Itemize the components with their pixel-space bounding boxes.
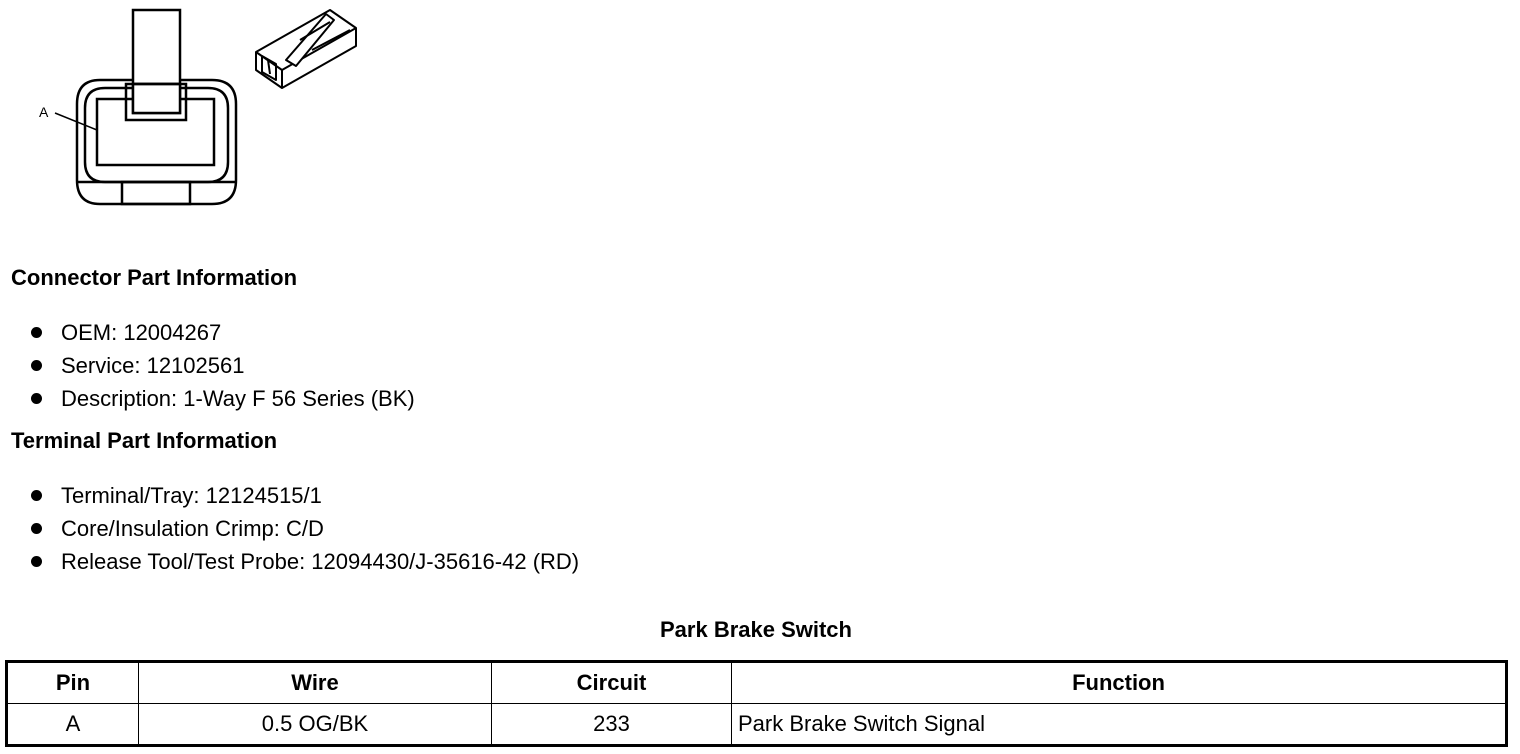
- terminal-part-info-list: [28, 479, 579, 578]
- list-item: [28, 512, 579, 545]
- bullet-icon: [31, 327, 42, 338]
- connector-iso-view: [256, 10, 356, 88]
- list-item: [28, 479, 579, 512]
- table-header-row: [7, 662, 1507, 704]
- connector-part-info-list: [28, 316, 415, 415]
- connector-part-info-heading: Connector Part Information: [11, 265, 298, 290]
- column-header-circuit: Circuit: [492, 662, 732, 704]
- callout-label-a: A: [39, 104, 49, 120]
- cell-wire: 0.5 OG/BK: [139, 704, 492, 746]
- connector-diagram: [0, 0, 380, 215]
- list-item: [28, 545, 579, 578]
- list-item: [28, 382, 415, 415]
- pinout-table: [5, 660, 1508, 747]
- list-item-text: Service: 12102561: [61, 353, 245, 378]
- list-item: [28, 349, 415, 382]
- column-header-function: Function: [732, 662, 1507, 704]
- terminal-part-info-heading: Terminal Part Information: [11, 428, 278, 453]
- cell-pin: A: [7, 704, 139, 746]
- list-item-text: Core/Insulation Crimp: C/D: [61, 516, 324, 541]
- bottom-latch-tab: [122, 182, 190, 204]
- bullet-icon: [31, 360, 42, 371]
- column-header-pin: Pin: [7, 662, 139, 704]
- table-caption: Park Brake Switch: [660, 617, 852, 642]
- cell-circuit: 233: [492, 704, 732, 746]
- bullet-icon: [31, 393, 42, 404]
- list-item-text: OEM: 12004267: [61, 320, 222, 345]
- bullet-icon: [31, 523, 42, 534]
- table-row: [7, 704, 1507, 746]
- list-item: [28, 316, 415, 349]
- cell-function: Park Brake Switch Signal: [732, 704, 1507, 746]
- bullet-icon: [31, 490, 42, 501]
- list-item-text: Description: 1-Way F 56 Series (BK): [61, 386, 415, 411]
- column-header-wire: Wire: [139, 662, 492, 704]
- list-item-text: Release Tool/Test Probe: 12094430/J-35616-42 (RD): [61, 549, 580, 574]
- list-item-text: Terminal/Tray: 12124515/1: [61, 483, 322, 508]
- bullet-icon: [31, 556, 42, 567]
